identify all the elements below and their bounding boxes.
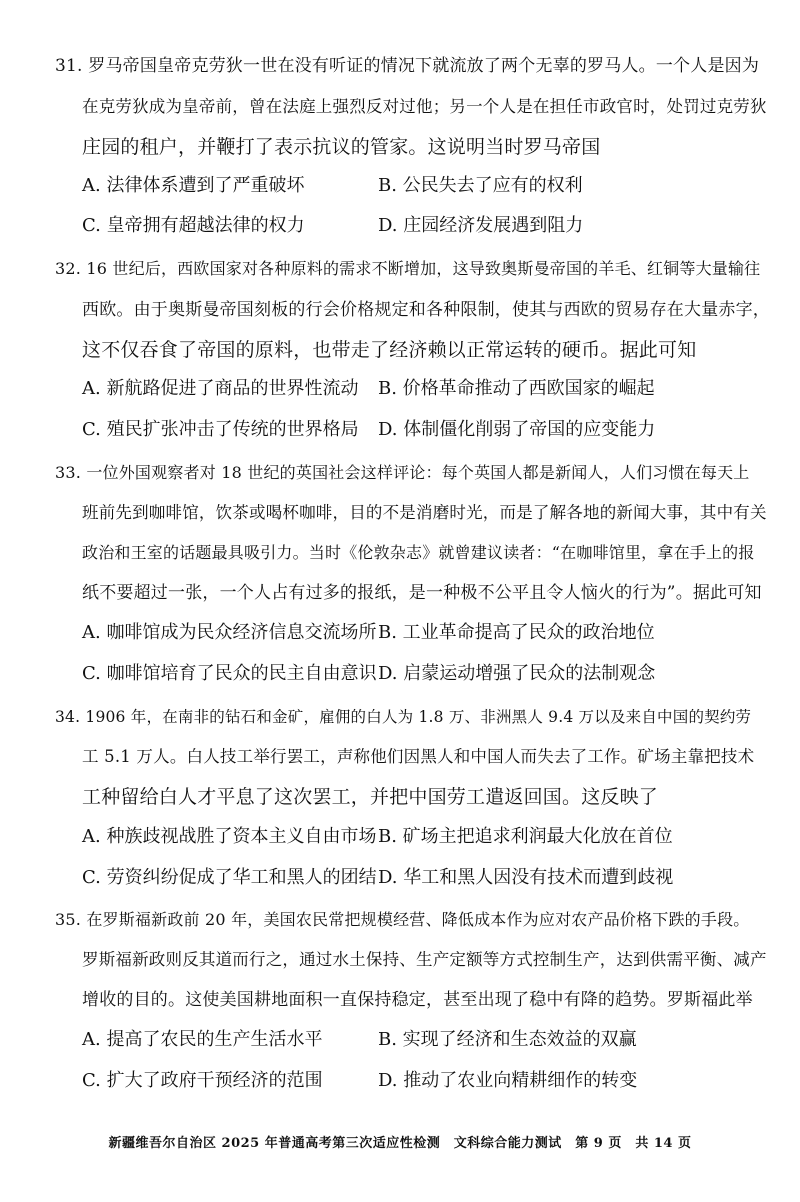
question-33-line-3: 政治和王室的话题最具吸引力。当时《伦敦杂志》就曾建议读者：“在咖啡馆里，拿在手上的报 xyxy=(82,543,755,562)
question-33-line-1: 33. 一位外国观察者对 18 世纪的英国社会这样评论：每个英国人都是新闻人，人们习惯在每天上 xyxy=(55,463,750,482)
question-31-option-a: A. 法律体系遭到了严重破坏 xyxy=(82,175,305,196)
question-31-line-2: 在克劳狄成为皇帝前，曾在法庭上强烈反对过他；另一个人是在担任市政官时，处罚过克劳狄 xyxy=(82,97,767,116)
question-35-line-3: 增收的目的。这使美国耕地面积一直保持稳定，甚至出现了稳中有降的趋势。罗斯福此举 xyxy=(82,990,753,1010)
question-31-option-d: D. 庄园经济发展遇到阻力 xyxy=(378,215,584,236)
question-34-option-b: B. 矿场主把追求利润最大化放在首位 xyxy=(378,826,673,847)
question-32-line-1: 32. 16 世纪后，西欧国家对各种原料的需求不断增加，这导致奥斯曼帝国的羊毛、红铜等大量输往 xyxy=(55,259,761,278)
question-35-option-b: B. 实现了经济和生态效益的双赢 xyxy=(378,1029,637,1050)
question-34-option-c: C. 劳资纠纷促成了华工和黑人的团结 xyxy=(82,867,377,888)
question-32-option-d: D. 体制僵化削弱了帝国的应变能力 xyxy=(378,419,656,440)
question-33-option-a: A. 咖啡馆成为民众经济信息交流场所 xyxy=(82,622,377,643)
question-32-line-3: 这不仅吞食了帝国的原料，也带走了经济赖以正常运转的硬币。据此可知 xyxy=(82,339,697,361)
question-34-line-3: 工种留给白人才平息了这次罢工，并把中国劳工遣返回国。这反映了 xyxy=(82,786,659,808)
question-31-option-c: C. 皇帝拥有超越法律的权力 xyxy=(82,215,305,236)
question-32-option-a: A. 新航路促进了商品的世界性流动 xyxy=(82,378,359,399)
question-35-option-d: D. 推动了农业向精耕细作的转变 xyxy=(378,1070,638,1091)
question-33-line-2: 班前先到咖啡馆，饮茶或喝杯咖啡，目的不是消磨时光，而是了解各地的新闻大事，其中有关 xyxy=(82,503,767,522)
question-33-line-4: 纸不要超过一张，一个人占有过多的报纸，是一种极不公平且令人恼火的行为”。据此可知 xyxy=(82,583,762,603)
question-34-option-a: A. 种族歧视战胜了资本主义自由市场 xyxy=(82,826,377,847)
question-35-option-a: A. 提高了农民的生产生活水平 xyxy=(82,1029,323,1050)
question-33-option-b: B. 工业革命提高了民众的政治地位 xyxy=(378,622,655,643)
page-footer: 新疆维吾尔自治区 2025 年普通高考第三次适应性检测 文科综合能力测试 第 9 页 共 14 页 xyxy=(108,1136,692,1151)
question-31-line-1: 31. 罗马帝国皇帝克劳狄一世在没有听证的情况下就流放了两个无辜的罗马人。一个人是因为 xyxy=(55,56,760,76)
question-32-line-2: 西欧。由于奥斯曼帝国刻板的行会价格规定和各种限制，使其与西欧的贸易存在大量赤字， xyxy=(82,300,770,320)
question-34-line-1: 34. 1906 年，在南非的钻石和金矿，雇佣的白人为 1.8 万、非洲黑人 9.4 万以及来自中国的契约劳 xyxy=(55,708,752,726)
question-33-option-c: C. 咖啡馆培育了民众的民主自由意识 xyxy=(82,663,377,684)
question-33-option-d: D. 启蒙运动增强了民众的法制观念 xyxy=(378,663,656,684)
question-31-line-3: 庄园的租户，并鞭打了表示抗议的管家。这说明当时罗马帝国 xyxy=(82,136,601,158)
question-35-line-2: 罗斯福新政则反其道而行之，通过水土保持、生产定额等方式控制生产，达到供需平衡、减产 xyxy=(82,950,767,969)
question-34-option-d: D. 华工和黑人因没有技术而遭到歧视 xyxy=(378,867,674,888)
question-32-option-b: B. 价格革命推动了西欧国家的崛起 xyxy=(378,378,655,399)
question-35-option-c: C. 扩大了政府干预经济的范围 xyxy=(82,1070,323,1091)
question-34-line-2: 工 5.1 万人。白人技工举行罢工，声称他们因黑人和中国人而失去了工作。矿场主靠把技术 xyxy=(82,747,755,766)
question-31-option-b: B. 公民失去了应有的权利 xyxy=(378,175,583,196)
question-32-option-c: C. 殖民扩张冲击了传统的世界格局 xyxy=(82,419,359,440)
question-35-line-1: 35. 在罗斯福新政前 20 年，美国农民常把规模经营、降低成本作为应对农产品价格下跌的手段。 xyxy=(55,910,750,929)
